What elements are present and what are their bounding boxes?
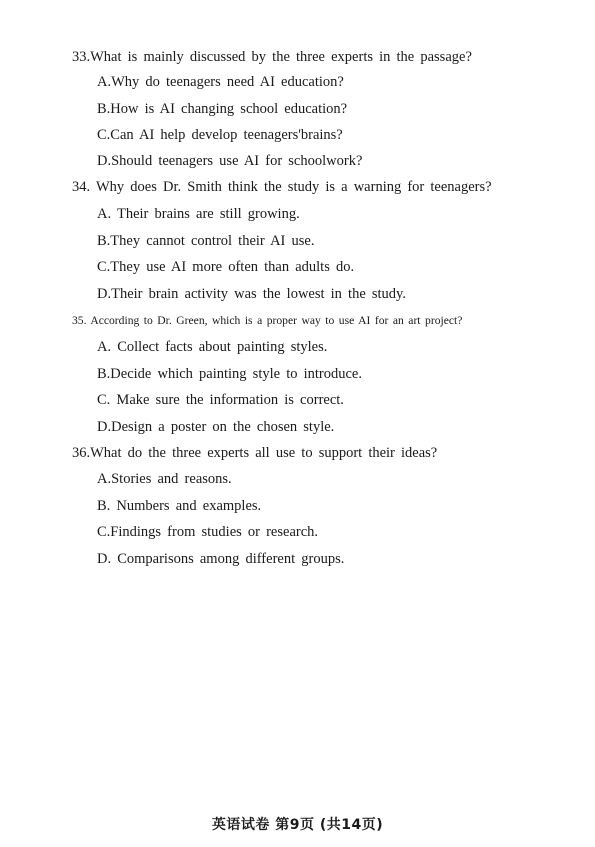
question-36-option-b: B. Numbers and examples. [97,498,262,514]
question-35-option-c: C. Make sure the information is correct. [97,392,344,408]
question-33-option-b: B.How is AI changing school education? [97,101,348,117]
question-36-option-a: A.Stories and reasons. [97,471,232,487]
question-33-option-c: C.Can AI help develop teenagers'brains? [97,127,343,143]
question-36-stem: 36.What do the three experts all use to support their ideas? [72,445,438,461]
question-36-option-c: C.Findings from studies or research. [97,524,319,540]
question-35-option-a: A. Collect facts about painting styles. [97,339,328,355]
question-35-option-b: B.Decide which painting style to introduce. [97,366,362,382]
question-33-option-a: A.Why do teenagers need AI education? [97,74,344,90]
page-footer: 英语试卷 第9页 (共14页) [211,817,384,833]
question-33-option-d: D.Should teenagers use AI for schoolwork? [97,153,363,169]
question-36-option-d: D. Comparisons among different groups. [97,551,345,567]
question-34-option-d: D.Their brain activity was the lowest in the study. [97,286,406,302]
question-34-option-b: B.They cannot control their AI use. [97,233,315,249]
question-34-stem: 34. Why does Dr. Smith think the study is a warning for teenagers? [72,179,492,195]
question-34-option-a: A. Their brains are still growing. [97,206,300,222]
question-35-option-d: D.Design a poster on the chosen style. [97,419,335,435]
question-35-stem: 35. According to Dr. Green, which is a proper way to use AI for an art project? [72,314,463,327]
question-34-option-c: C.They use AI more often than adults do. [97,259,355,275]
question-33-stem: 33.What is mainly discussed by the three experts in the passage? [72,49,472,65]
